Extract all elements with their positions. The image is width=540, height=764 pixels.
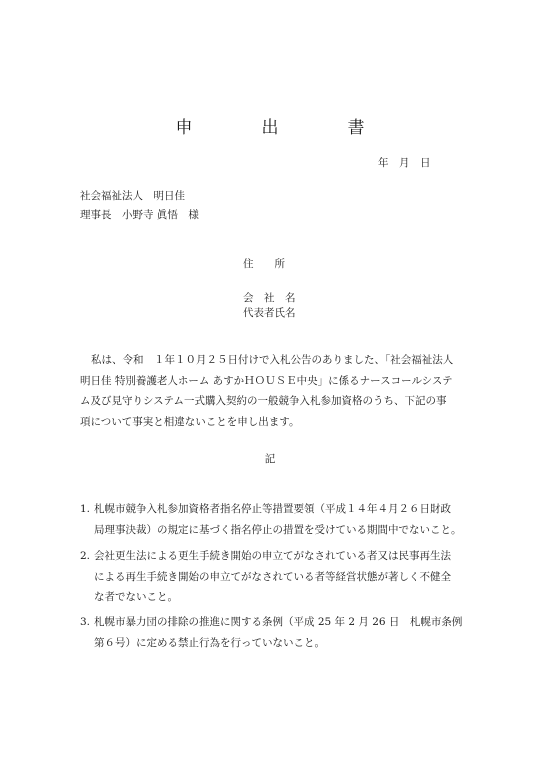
- item-text: な者でないこと。: [94, 591, 178, 603]
- condition-item-2: [80, 546, 451, 608]
- condition-item-1: [80, 499, 462, 540]
- recipient-name: 理事長 小野寺 眞悟 様: [80, 209, 199, 221]
- company-label: 会 社 名: [243, 292, 296, 304]
- recipient-org: 社会福祉法人 明日佳: [80, 190, 185, 202]
- document-title: 申 出 書: [175, 118, 391, 138]
- item-text: 札幌市暴力団の排除の推進に関する条例（平成 25 年 2 月 26 日 札幌市条例: [94, 616, 463, 628]
- body-paragraph: [80, 350, 468, 432]
- item-number: 3.: [80, 616, 91, 628]
- body-line: 項について事実と相違ないことを申し出ます。: [80, 415, 300, 428]
- body-line: 明日佳 特別養護老人ホーム あすかＨＯＵＳＥ中央」に係るナースコールシステ: [80, 374, 453, 387]
- item-number: 1.: [80, 503, 91, 515]
- body-line: ム及び見守りシステム一式購入契約の一般競争入札参加資格のうち、下記の事: [80, 395, 447, 407]
- item-text: 札幌市競争入札参加資格者指名停止等措置要領（平成１４年４月２６日財政: [94, 503, 451, 515]
- item-text: 第６号）に定める禁止行為を行っていないこと。: [94, 636, 325, 649]
- item-number: 2.: [80, 550, 91, 562]
- representative-label: 代表者氏名: [243, 307, 296, 319]
- item-text: 局理事決裁）の規定に基づく指名停止の措置を受けている期間中でないこと。: [94, 523, 462, 536]
- item-text: 会社更生法による更生手続き開始の申立てがなされている者又は民事再生法: [94, 550, 451, 562]
- ki-heading: 記: [264, 453, 276, 465]
- body-line: 私は、令和 １年１０月２５日付けで入札公告のありました、「社会福祉法人: [91, 354, 454, 366]
- condition-item-3: [80, 612, 462, 653]
- address-label: 住 所: [243, 258, 285, 270]
- date-line: 年 月 日: [378, 157, 431, 169]
- item-text: による再生手続き開始の申立てがなされている者等経営状態が著しく不健全: [94, 570, 451, 583]
